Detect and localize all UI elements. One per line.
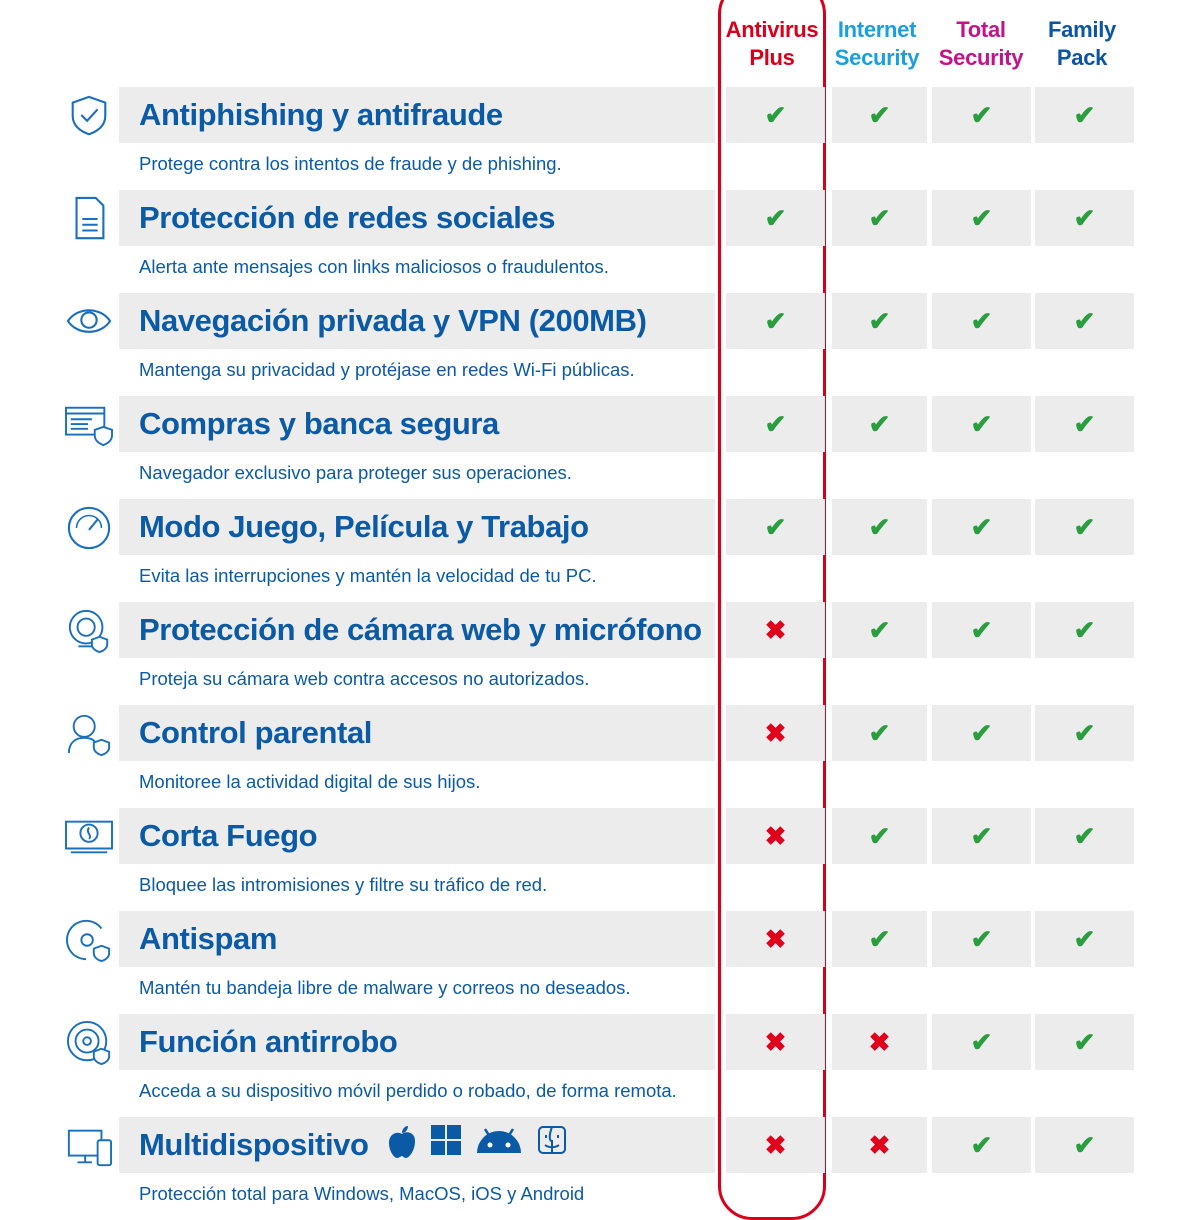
support-cell-internet-security [832, 911, 927, 967]
check-icon: ✔ [764, 305, 787, 336]
support-cell-internet-security [832, 705, 927, 761]
feature-row [0, 602, 1200, 705]
check-icon: ✔ [868, 717, 891, 748]
feature-description: Bloquee las intromisiones y filtre su tráfico de red. [139, 874, 548, 895]
feature-title-text: Antispam [139, 921, 278, 956]
feature-title-text: Corta Fuego [139, 818, 318, 853]
support-cell-antivirus-plus [726, 1014, 825, 1070]
feature-title [139, 507, 589, 547]
plan-header-total-security [931, 16, 1031, 72]
plan-name: Plus [749, 45, 795, 70]
check-icon: ✔ [868, 923, 891, 954]
plan-header-antivirus-plus [722, 16, 822, 72]
android-icon [475, 1125, 523, 1169]
support-cell-internet-security [832, 1014, 927, 1070]
feature-title-text: Navegación privada y VPN (200MB) [139, 303, 647, 338]
check-icon: ✔ [868, 202, 891, 233]
feature-title [139, 1125, 567, 1169]
check-icon: ✔ [970, 305, 993, 336]
feature-title-text: Multidispositivo [139, 1127, 369, 1163]
feature-title [139, 404, 499, 444]
support-cell-total-security [932, 499, 1031, 555]
plan-name: Security [938, 45, 1024, 70]
cross-icon: ✖ [764, 820, 787, 851]
check-icon: ✔ [1073, 717, 1096, 748]
plan-name: Family [1048, 17, 1116, 42]
cross-icon: ✖ [764, 923, 787, 954]
check-icon: ✔ [764, 202, 787, 233]
feature-row [0, 190, 1200, 293]
support-cell-family-pack [1035, 911, 1134, 967]
support-cell-family-pack [1035, 808, 1134, 864]
feature-row [0, 87, 1200, 190]
feature-description: Mantén tu bandeja libre de malware y correos no deseados. [139, 977, 631, 998]
support-cell-antivirus-plus [726, 911, 825, 967]
feature-title-text: Control parental [139, 715, 373, 750]
check-icon: ✔ [970, 511, 993, 542]
check-icon: ✔ [1073, 202, 1096, 233]
check-icon: ✔ [970, 820, 993, 851]
feature-description: Mantenga su privacidad y protéjase en redes Wi-Fi públicas. [139, 359, 635, 380]
feature-description: Protección total para Windows, MacOS, iOS y Android [139, 1183, 585, 1204]
feature-row [0, 705, 1200, 808]
plan-name: Security [834, 45, 920, 70]
check-icon: ✔ [868, 511, 891, 542]
support-cell-total-security [932, 911, 1031, 967]
support-cell-antivirus-plus [726, 602, 825, 658]
check-icon: ✔ [868, 305, 891, 336]
feature-row [0, 293, 1200, 396]
support-cell-antivirus-plus [726, 705, 825, 761]
feature-description: Alerta ante mensajes con links maliciosos o fraudulentos. [139, 256, 609, 277]
support-cell-internet-security [832, 396, 927, 452]
check-icon: ✔ [970, 1129, 993, 1160]
support-cell-total-security [932, 87, 1031, 143]
feature-title-text: Antiphishing y antifraude [139, 97, 503, 132]
feature-description: Monitoree la actividad digital de sus hijos. [139, 771, 481, 792]
check-icon: ✔ [868, 99, 891, 130]
feature-row [0, 1014, 1200, 1117]
support-cell-family-pack [1035, 293, 1134, 349]
support-cell-family-pack [1035, 190, 1134, 246]
check-icon: ✔ [1073, 1026, 1096, 1057]
check-icon: ✔ [970, 717, 993, 748]
feature-row [0, 396, 1200, 499]
feature-title [139, 713, 372, 753]
speedometer-icon [62, 505, 116, 551]
feature-row [0, 808, 1200, 911]
support-cell-total-security [932, 1014, 1031, 1070]
support-cell-internet-security [832, 602, 927, 658]
feature-title-text: Modo Juego, Película y Trabajo [139, 509, 589, 544]
support-cell-family-pack [1035, 1117, 1134, 1173]
cross-icon: ✖ [764, 614, 787, 645]
check-icon: ✔ [764, 99, 787, 130]
support-cell-internet-security [832, 499, 927, 555]
feature-description: Evita las interrupciones y mantén la velocidad de tu PC. [139, 565, 597, 586]
check-icon: ✔ [1073, 820, 1096, 851]
support-cell-internet-security [832, 293, 927, 349]
support-cell-internet-security [832, 808, 927, 864]
support-cell-total-security [932, 602, 1031, 658]
feature-description: Navegador exclusivo para proteger sus operaciones. [139, 462, 572, 483]
check-icon: ✔ [1073, 408, 1096, 439]
check-icon: ✔ [1073, 1129, 1096, 1160]
support-cell-family-pack [1035, 705, 1134, 761]
os-icons [387, 1125, 567, 1169]
check-icon: ✔ [1073, 511, 1096, 542]
support-cell-antivirus-plus [726, 808, 825, 864]
child-shield-icon [62, 711, 116, 757]
support-cell-antivirus-plus [726, 1117, 825, 1173]
plan-name: Internet [837, 17, 917, 42]
check-icon: ✔ [764, 511, 787, 542]
check-icon: ✔ [868, 820, 891, 851]
cross-icon: ✖ [764, 1129, 787, 1160]
check-icon: ✔ [970, 202, 993, 233]
check-icon: ✔ [1073, 305, 1096, 336]
feature-title [139, 1022, 397, 1062]
support-cell-total-security [932, 190, 1031, 246]
feature-description: Protege contra los intentos de fraude y de phishing. [139, 153, 562, 174]
plan-name: Pack [1056, 45, 1108, 70]
feature-title-text: Función antirrobo [139, 1024, 398, 1059]
check-icon: ✔ [1073, 614, 1096, 645]
check-icon: ✔ [970, 1026, 993, 1057]
finder-icon [537, 1125, 567, 1169]
support-cell-antivirus-plus [726, 293, 825, 349]
support-cell-family-pack [1035, 396, 1134, 452]
location-shield-icon [62, 1020, 116, 1066]
support-cell-antivirus-plus [726, 190, 825, 246]
feature-title [139, 301, 647, 341]
check-icon: ✔ [1073, 923, 1096, 954]
support-cell-total-security [932, 705, 1031, 761]
feature-title [139, 816, 317, 856]
apple-icon [387, 1125, 417, 1169]
support-cell-family-pack [1035, 87, 1134, 143]
support-cell-family-pack [1035, 499, 1134, 555]
support-cell-internet-security [832, 87, 927, 143]
cross-icon: ✖ [764, 1026, 787, 1057]
browser-shield-icon [62, 402, 116, 448]
cross-icon: ✖ [868, 1026, 891, 1057]
at-shield-icon [62, 917, 116, 963]
shield-check-icon [62, 93, 116, 139]
firewall-icon [62, 814, 116, 860]
check-icon: ✔ [868, 408, 891, 439]
support-cell-antivirus-plus [726, 499, 825, 555]
check-icon: ✔ [1073, 99, 1096, 130]
feature-description: Proteja su cámara web contra accesos no autorizados. [139, 668, 590, 689]
support-cell-family-pack [1035, 1014, 1134, 1070]
plan-header-internet-security [827, 16, 927, 72]
feature-title-text: Protección de redes sociales [139, 200, 556, 235]
check-icon: ✔ [970, 614, 993, 645]
feature-title [139, 95, 503, 135]
check-icon: ✔ [970, 408, 993, 439]
plan-name: Antivirus [725, 17, 819, 42]
feature-title-text: Compras y banca segura [139, 406, 499, 441]
check-icon: ✔ [868, 614, 891, 645]
check-icon: ✔ [970, 923, 993, 954]
feature-description: Acceda a su dispositivo móvil perdido o robado, de forma remota. [139, 1080, 677, 1101]
feature-title [139, 610, 702, 650]
feature-title-text: Protección de cámara web y micrófono [139, 612, 702, 647]
support-cell-internet-security [832, 190, 927, 246]
support-cell-antivirus-plus [726, 87, 825, 143]
feature-row [0, 911, 1200, 1014]
eye-icon [62, 299, 116, 345]
check-icon: ✔ [764, 408, 787, 439]
cross-icon: ✖ [764, 717, 787, 748]
feature-title [139, 198, 555, 238]
windows-icon [431, 1125, 461, 1169]
feature-row [0, 499, 1200, 602]
feature-title [139, 919, 277, 959]
support-cell-antivirus-plus [726, 396, 825, 452]
cross-icon: ✖ [868, 1129, 891, 1160]
support-cell-internet-security [832, 1117, 927, 1173]
webcam-shield-icon [62, 608, 116, 654]
support-cell-total-security [932, 396, 1031, 452]
plan-name: Total [956, 17, 1006, 42]
plan-header-family-pack [1032, 16, 1132, 72]
support-cell-total-security [932, 1117, 1031, 1173]
check-icon: ✔ [970, 99, 993, 130]
feature-row [0, 1117, 1200, 1220]
document-icon [62, 196, 116, 242]
support-cell-total-security [932, 808, 1031, 864]
support-cell-family-pack [1035, 602, 1134, 658]
support-cell-total-security [932, 293, 1031, 349]
devices-icon [62, 1123, 116, 1169]
